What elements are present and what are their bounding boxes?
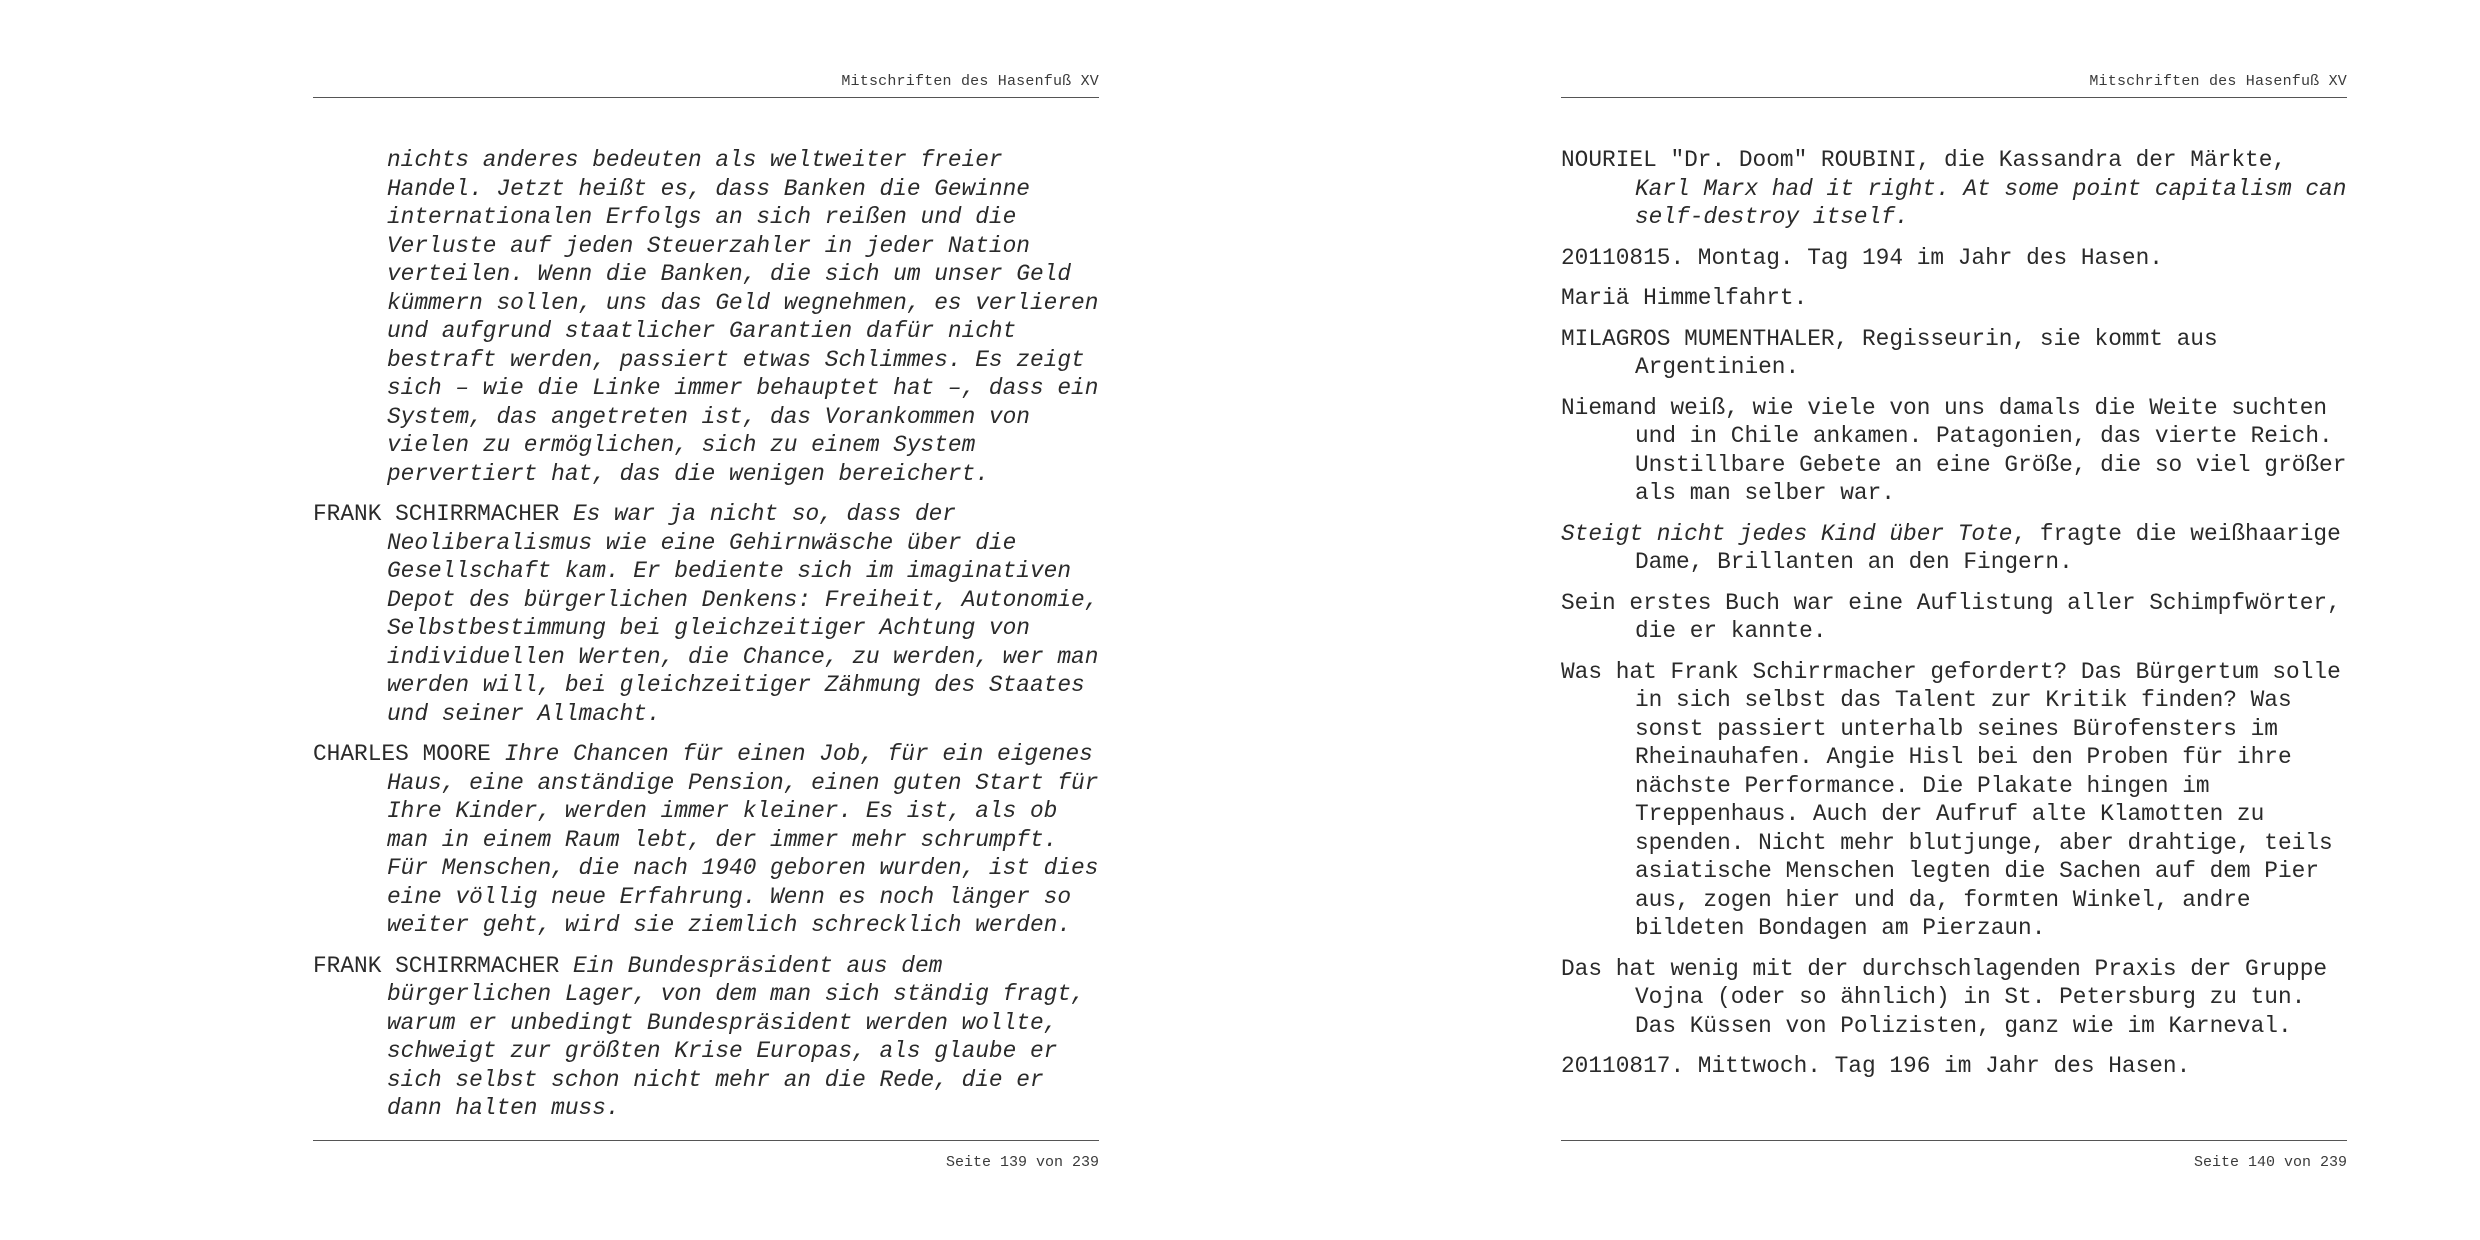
paragraph [1561,658,2347,943]
quote-text: Karl Marx had it right. At some point capitalism can self-destroy itself. [1635,175,2347,230]
quote-text: nichts anderes bedeuten als weltweiter freier Handel. Jetzt heißt es, dass Banken die Gewinne internationalen Erfolgs an sich reißen und die Verluste auf jeden Steuerzahler in jeder Nation verteilen. Wenn die Banken, die sich um unser Geld kümmern sollen, uns das Geld wegnehmen, es verlieren und aufgrund staatlicher Garantien dafür nicht bestraft werden, passiert etwas Schlimmes. Es zeigt sich – wie die Linke immer behauptet hat –, dass ein System, das angetreten ist, das Vorankommen von vielen zu ermöglichen, sich zu einem System pervertiert hat, das die wenigen bereichert. [387,147,1099,487]
quote-text: Ihre Chancen für einen Job, für ein eigenes Haus, eine anständige Pension, einen guten Start für Ihre Kinder, werden immer kleiner. Es ist, als ob man in einem Raum lebt, der immer mehr schrumpft. Für Menschen, die nach 1940 geboren wurden, ist dies eine völlig neue Erfahrung. Wenn es noch länger so weiter geht, wird sie ziemlich schrecklich werden. [387,741,1099,938]
paragraph [1561,394,2347,508]
page-number: Seite 140 von 239 [2193,1154,2347,1171]
paragraph [313,500,1099,728]
paragraph [313,146,1099,488]
page-left [313,0,1099,1240]
speaker-name: FRANK SCHIRRMACHER [313,501,560,527]
paragraph-text: Niemand weiß, wie viele von uns damals die Weite suchten und in Chile ankamen. Patagonien, das vierte Reich. Unstillbare Gebete an eine Größe, die so viel größer als man selber war. [1561,394,2347,506]
running-head: Mitschriften des Hasenfuß XV [841,73,1099,90]
page-body [313,146,1099,1135]
paragraph-text: Mariä Himmelfahrt. [1561,285,1808,311]
speaker-name: FRANK SCHIRRMACHER [313,952,560,979]
paragraph [1561,284,2347,313]
paragraph [1561,1052,2347,1081]
paragraph [1561,589,2347,646]
header-rule [1561,97,2347,98]
paragraph-text: Was hat Frank Schirrmacher gefordert? Das Bürgertum solle in sich selbst das Talent zur Kritik finden? Was sonst passiert unterhalb seines Bürofensters im Rheinauhafen. Angie Hisl bei den Proben für ihre nächste Performance. Die Plakate hingen im Treppenhaus. Auch der Aufruf alte Klamotten zu spenden. Nicht mehr blutjunge, aber drahtige, teils asiatische Menschen legten die Sachen auf dem Pier aus, zogen hier und da, formten Winkel, andre bildeten Bondagen am Pierzaun. [1561,658,2341,941]
footer-rule [1561,1140,2347,1141]
paragraph [1561,955,2347,1041]
paragraph-text: Sein erstes Buch war eine Auflistung aller Schimpfwörter, die er kannte. [1561,589,2341,644]
paragraph [313,740,1099,940]
paragraph-text: MILAGROS MUMENTHALER, Regisseurin, sie kommt aus Argentinien. [1561,325,2218,380]
speaker-name: CHARLES MOORE [313,741,491,767]
running-head: Mitschriften des Hasenfuß XV [2089,73,2347,90]
footer-rule [313,1140,1099,1141]
diary-date-line: 20110815. Montag. Tag 194 im Jahr des Hasen. [1561,244,2163,271]
diary-date-line: 20110817. Mittwoch. Tag 196 im Jahr des Hasen. [1561,1053,2191,1079]
paragraph-text: , fragte die weißhaarige Dame, Brillanten an den Fingern. [1635,520,2341,575]
paragraph-text: Das hat wenig mit der durchschlagenden Praxis der Gruppe Vojna (oder so ähnlich) in St. Petersburg zu tun. Das Küssen von Polizisten, ganz wie im Karneval. [1561,955,2328,1039]
paragraph [313,952,1099,1123]
quote-text: Es war ja nicht so, dass der Neoliberalismus wie eine Gehirnwäsche über die Gesellschaft kam. Er bediente sich im imaginativen Depot des bürgerlichen Denkens: Freiheit, Autonomie, Selbstbestimmung bei gleichzeitiger Achtung von individuellen Werten, die Chance, zu werden, wer man werden will, bei gleichzeitiger Zähmung des Staates und seiner Allmacht. [387,501,1099,727]
italic-lead: Steigt nicht jedes Kind über Tote [1561,520,2013,547]
paragraph [1561,520,2347,577]
paragraph [1561,244,2347,273]
page-body [1561,146,2347,1093]
page-right [1561,0,2347,1240]
paragraph [1561,146,2347,232]
header-rule [313,97,1099,98]
speaker-name: NOURIEL "Dr. Doom" ROUBINI, die Kassandra der Märkte, [1561,147,2287,173]
paragraph [1561,325,2347,382]
page-number: Seite 139 von 239 [945,1154,1099,1171]
quote-text: Ein Bundespräsident aus dem bürgerlichen Lager, von dem man sich ständig fragt, warum er unbedingt Bundespräsident werden wollte, schweigt zur größten Krise Europas, als glaube er sich selbst schon nicht mehr an die Rede, die er dann halten muss. [387,952,1085,1121]
